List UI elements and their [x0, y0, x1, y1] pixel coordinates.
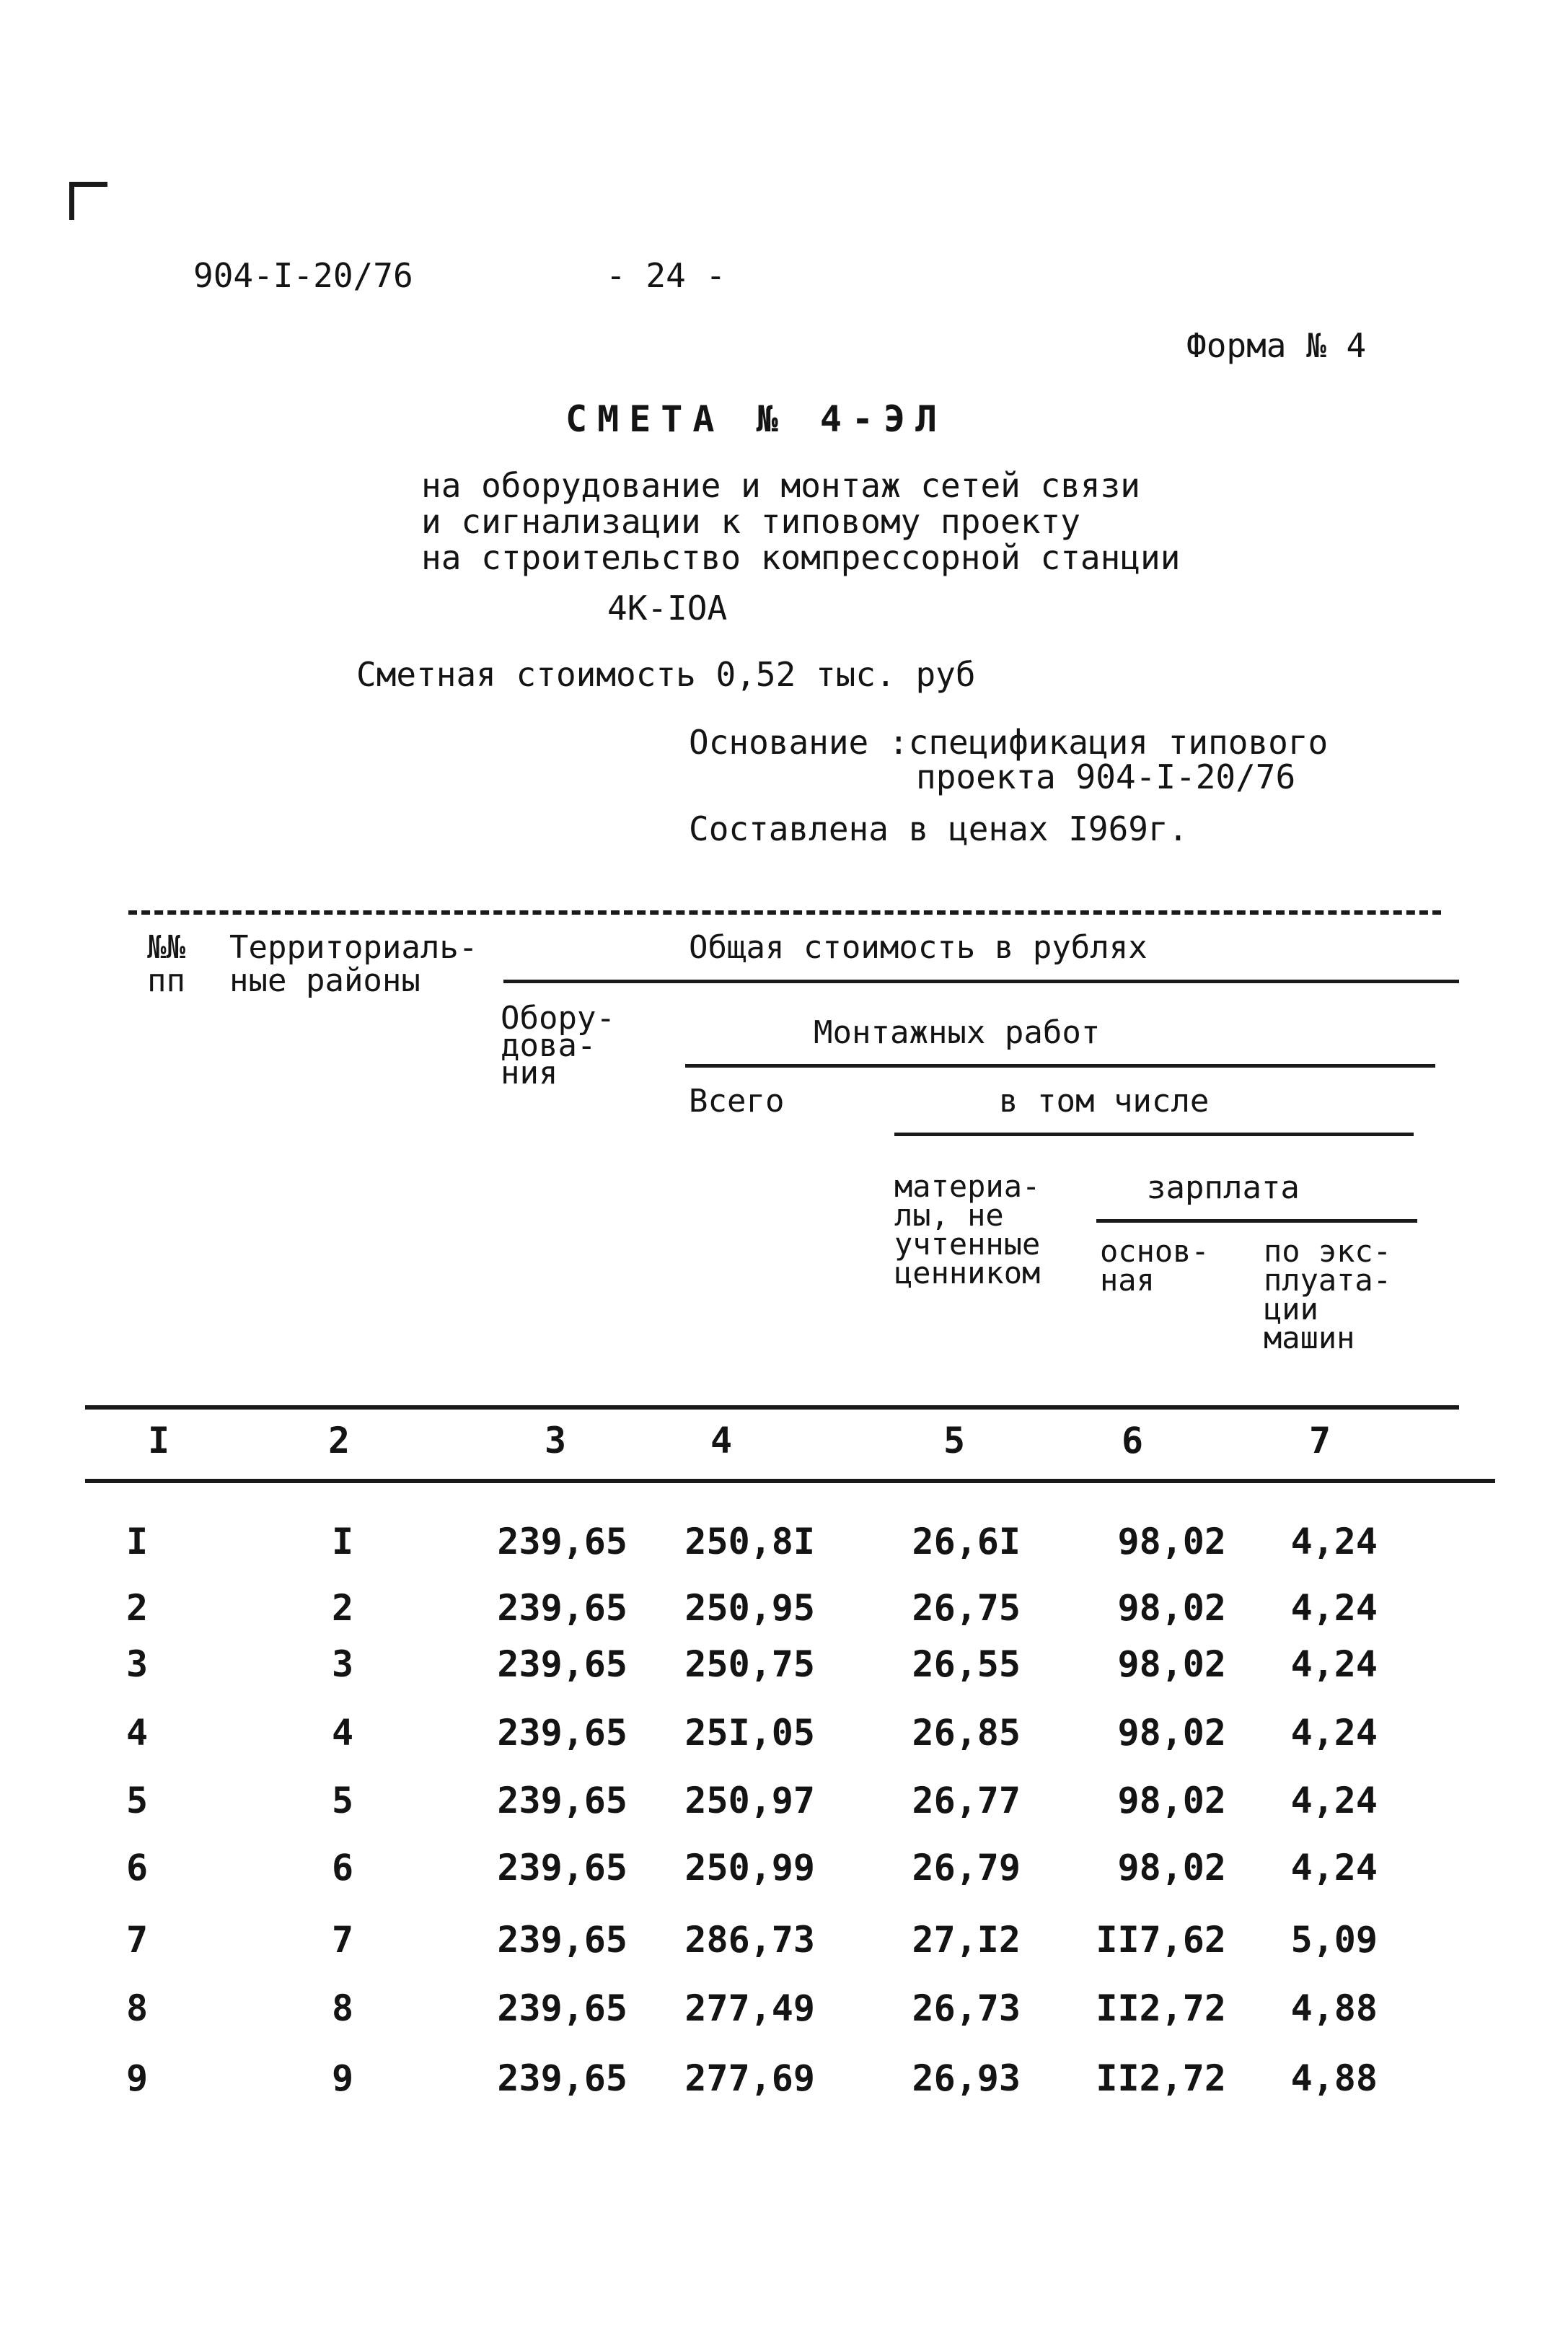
table-cell: 26,93	[912, 2057, 1021, 2099]
table-cell: 26,73	[912, 1987, 1021, 2029]
table-cell: 4,88	[1290, 1987, 1378, 2029]
col-no-header-2: пп	[147, 962, 185, 999]
materials-header-2: лы, не	[894, 1197, 1004, 1233]
table-cell: 239,65	[497, 1521, 627, 1562]
rule-under-including	[894, 1133, 1414, 1136]
table-cell: 239,65	[497, 1643, 627, 1685]
table-cell: 9	[125, 2057, 149, 2099]
table-cell: 250,95	[684, 1587, 815, 1629]
table-cell: 8	[125, 1987, 149, 2029]
form-label: Форма № 4	[1186, 326, 1367, 365]
table-cell: 98,02	[1117, 1780, 1226, 1821]
table-cell: 4,24	[1290, 1643, 1378, 1685]
table-cell: 4,24	[1290, 1780, 1378, 1821]
table-cell: 250,99	[684, 1847, 815, 1889]
table-cell: 239,65	[497, 1780, 627, 1821]
subtitle-line-2: и сигнализации к типовому проекту	[421, 502, 1080, 541]
table-cell: I	[331, 1521, 354, 1562]
table-cell: 4,24	[1290, 1712, 1378, 1754]
basis-line-2: проекта 904-I-20/76	[916, 757, 1296, 796]
table-cell: 7	[331, 1919, 354, 1961]
table-cell: 250,8I	[684, 1521, 815, 1562]
table-cell: 98,02	[1117, 1712, 1226, 1754]
document-code: 904-I-20/76	[193, 256, 413, 295]
table-cell: 239,65	[497, 1587, 627, 1629]
column-number-2: 2	[327, 1420, 351, 1461]
table-cell: 250,75	[684, 1643, 815, 1685]
column-number-3: 3	[544, 1420, 567, 1461]
salary-basic-header-2: ная	[1100, 1262, 1155, 1298]
table-cell: 98,02	[1117, 1643, 1226, 1685]
salary-machines-header-1: по экс-	[1264, 1234, 1392, 1269]
subtitle-line-3: на строительство компрессорной станции	[421, 538, 1181, 577]
table-cell: 239,65	[497, 1987, 627, 2029]
salary-header: зарплата	[1147, 1169, 1300, 1206]
total-cost-header: Общая стоимость в рублях	[689, 929, 1148, 966]
table-cell: 286,73	[684, 1919, 815, 1961]
rule-under-total-cost	[503, 980, 1459, 983]
page-number: - 24 -	[606, 256, 726, 295]
table-cell: 7	[125, 1919, 149, 1961]
table-cell: II2,72	[1096, 2057, 1226, 2099]
table-cell: 4,24	[1290, 1521, 1378, 1562]
table-cell: 6	[331, 1847, 354, 1889]
table-cell: 239,65	[497, 1919, 627, 1961]
table-cell: 25I,05	[684, 1712, 815, 1754]
table-cell: 5	[125, 1780, 149, 1821]
salary-basic-header-1: основ-	[1100, 1234, 1210, 1269]
rule-above-column-numbers	[85, 1405, 1459, 1410]
table-cell: 5	[331, 1780, 354, 1821]
table-cell: II7,62	[1096, 1919, 1226, 1961]
materials-header-3: учтенные	[894, 1226, 1041, 1262]
table-cell: II2,72	[1096, 1987, 1226, 2029]
salary-machines-header-3: ции	[1264, 1291, 1318, 1327]
table-cell: 98,02	[1117, 1847, 1226, 1889]
table-top-rule	[128, 910, 1441, 915]
materials-header-1: материа-	[894, 1169, 1041, 1204]
table-cell: 4	[331, 1712, 354, 1754]
equipment-header-2: дова-	[501, 1027, 596, 1064]
total-header: Всего	[689, 1083, 785, 1120]
basis-line-1: Основание :спецификация типового	[689, 723, 1329, 762]
prices-year: Составлена в ценах I969г.	[689, 809, 1189, 848]
table-cell: 26,55	[912, 1643, 1021, 1685]
table-cell: 2	[125, 1587, 149, 1629]
equipment-header-3: ния	[501, 1055, 558, 1091]
table-cell: 26,6I	[912, 1521, 1021, 1562]
table-cell: 4,88	[1290, 2057, 1378, 2099]
table-cell: 27,I2	[912, 1919, 1021, 1961]
salary-machines-header-4: машин	[1264, 1320, 1355, 1355]
column-number-4: 4	[710, 1420, 733, 1461]
equipment-header-1: Обору-	[501, 1000, 615, 1037]
table-cell: 98,02	[1117, 1587, 1226, 1629]
materials-header-4: ценником	[894, 1255, 1041, 1291]
table-cell: 4,24	[1290, 1587, 1378, 1629]
rule-under-salary	[1096, 1219, 1417, 1223]
table-cell: 26,85	[912, 1712, 1021, 1754]
rule-below-column-numbers	[85, 1479, 1495, 1483]
column-number-6: 6	[1121, 1420, 1144, 1461]
estimated-cost: Сметная стоимость 0,52 тыс. руб	[356, 655, 976, 694]
table-cell: 3	[331, 1643, 354, 1685]
table-cell: 277,49	[684, 1987, 815, 2029]
table-cell: 5,09	[1290, 1919, 1378, 1961]
col-region-header-2: ные районы	[229, 962, 420, 999]
table-cell: 8	[331, 1987, 354, 2029]
col-region-header-1: Территориаль-	[229, 929, 478, 966]
table-cell: 26,77	[912, 1780, 1021, 1821]
column-number-7: 7	[1308, 1420, 1331, 1461]
table-cell: 26,75	[912, 1587, 1021, 1629]
table-cell: 9	[331, 2057, 354, 2099]
column-number-5: 5	[943, 1420, 966, 1461]
installation-header: Монтажных работ	[814, 1014, 1101, 1051]
table-cell: I	[125, 1521, 149, 1562]
table-cell: 6	[125, 1847, 149, 1889]
salary-machines-header-2: плуата-	[1264, 1262, 1392, 1298]
station-model: 4К-IОА	[607, 589, 728, 628]
table-cell: 239,65	[497, 2057, 627, 2099]
table-cell: 277,69	[684, 2057, 815, 2099]
table-cell: 4,24	[1290, 1847, 1378, 1889]
corner-bracket-mark	[69, 182, 107, 220]
column-number-1: I	[147, 1420, 170, 1461]
table-cell: 3	[125, 1643, 149, 1685]
col-no-header-1: №№	[147, 929, 185, 966]
including-header: в том числе	[999, 1083, 1210, 1120]
table-cell: 239,65	[497, 1847, 627, 1889]
rule-under-installation	[685, 1064, 1435, 1068]
table-cell: 98,02	[1117, 1521, 1226, 1562]
subtitle-line-1: на оборудование и монтаж сетей связи	[421, 466, 1140, 505]
table-cell: 250,97	[684, 1780, 815, 1821]
table-cell: 4	[125, 1712, 149, 1754]
estimate-title: СМЕТА № 4-ЭЛ	[565, 398, 948, 440]
table-cell: 239,65	[497, 1712, 627, 1754]
table-cell: 26,79	[912, 1847, 1021, 1889]
table-cell: 2	[331, 1587, 354, 1629]
